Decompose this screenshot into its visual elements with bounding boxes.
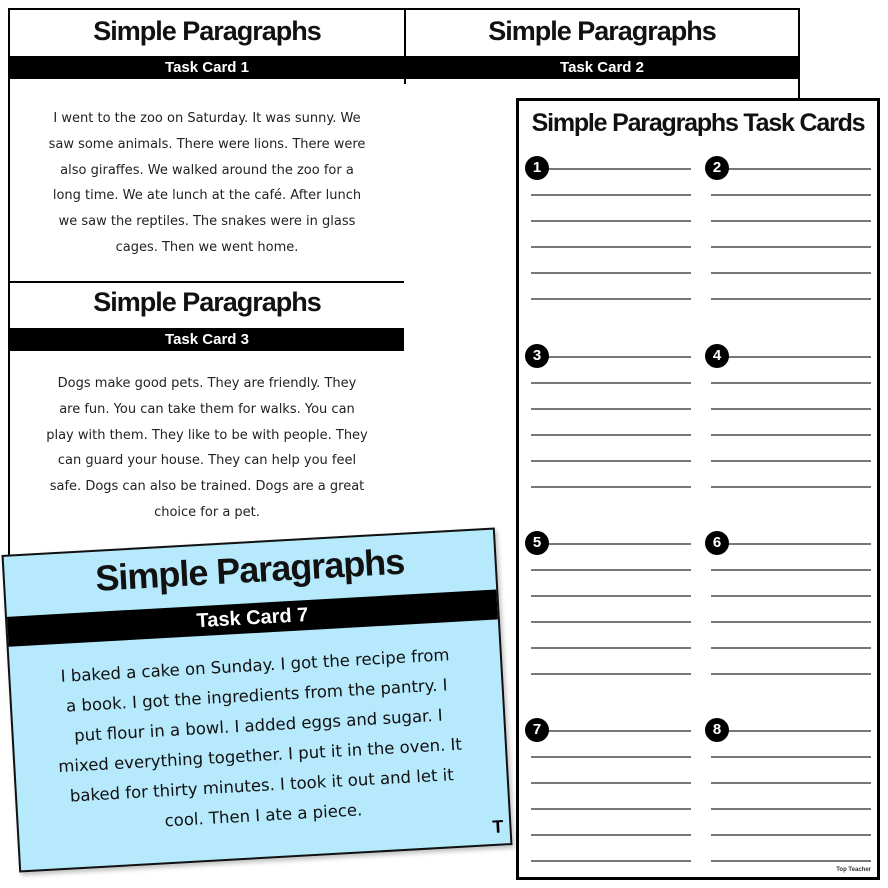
answer-line[interactable] xyxy=(711,408,871,410)
answer-line[interactable] xyxy=(531,272,691,274)
answer-line[interactable] xyxy=(711,782,871,784)
number-badge: 3 xyxy=(525,344,549,368)
text-line: a book. I got the ingredients from the pantry. I xyxy=(65,675,448,716)
card-label: Task Card 1 xyxy=(10,56,404,79)
answer-line[interactable] xyxy=(531,356,691,358)
answer-line[interactable] xyxy=(531,168,691,170)
answer-line[interactable] xyxy=(711,834,871,836)
answer-line[interactable] xyxy=(531,569,691,571)
card-title: Simple Paragraphs xyxy=(488,16,716,46)
text-line: choice for a pet. xyxy=(154,504,260,520)
answer-line[interactable] xyxy=(531,486,691,488)
text-line: put flour in a bowl. I added eggs and sugar. I xyxy=(73,705,444,746)
answer-line[interactable] xyxy=(711,272,871,274)
answer-line[interactable] xyxy=(711,168,871,170)
logo-icon: T xyxy=(491,816,505,838)
answer-line[interactable] xyxy=(711,647,871,649)
text-line: I baked a cake on Sunday. I got the recipe from xyxy=(60,645,450,686)
text-line: cages. Then we went home. xyxy=(115,239,299,255)
number-badge: 6 xyxy=(705,531,729,555)
text-line: play with them. They like to be with people. They xyxy=(46,427,368,443)
answer-line[interactable] xyxy=(531,382,691,384)
answer-line[interactable] xyxy=(711,543,871,545)
card-label: Task Card 7 xyxy=(7,589,498,646)
text-line: mixed everything together. I put it in the oven. It xyxy=(57,734,463,777)
answer-line[interactable] xyxy=(531,543,691,545)
answer-line[interactable] xyxy=(531,860,691,862)
answer-sheet-title: Simple Paragraphs Task Cards xyxy=(531,109,865,137)
answer-line[interactable] xyxy=(711,382,871,384)
card-title: Simple Paragraphs xyxy=(93,287,321,317)
text-line: Dogs make good pets. They are friendly. They xyxy=(57,376,357,391)
answer-line[interactable] xyxy=(531,408,691,410)
text-line: can guard your house. They can help you feel xyxy=(57,453,357,469)
card-title: Simple Paragraphs xyxy=(94,540,406,599)
answer-line[interactable] xyxy=(531,808,691,810)
number-badge: 5 xyxy=(525,531,549,555)
text-line: saw some animals. There were lions. There were xyxy=(48,136,366,152)
answer-line[interactable] xyxy=(711,621,871,623)
answer-line[interactable] xyxy=(531,595,691,597)
card-label: Task Card 2 xyxy=(406,56,798,79)
text-line: we saw the reptiles. The snakes were in glass xyxy=(58,214,356,230)
answer-line[interactable] xyxy=(531,220,691,222)
number-badge: 4 xyxy=(705,344,729,368)
brand-label: Top Teacher xyxy=(836,867,871,873)
answer-line[interactable] xyxy=(711,730,871,732)
text-line: baked for thirty minutes. I took it out and let it xyxy=(69,765,455,806)
card-text xyxy=(10,637,509,844)
answer-line[interactable] xyxy=(531,194,691,196)
text-line: cool. Then I ate a piece. xyxy=(164,800,363,831)
text-line: long time. We ate lunch at the café. After lunch xyxy=(52,188,362,204)
number-badge: 2 xyxy=(705,156,729,180)
card-label: Task Card 3 xyxy=(10,328,404,351)
answer-line[interactable] xyxy=(711,860,871,862)
answer-line[interactable] xyxy=(711,808,871,810)
text-line: safe. Dogs can also be trained. Dogs are a great xyxy=(49,479,365,495)
answer-line[interactable] xyxy=(711,434,871,436)
task-card-3 xyxy=(10,283,404,553)
answer-line[interactable] xyxy=(711,673,871,675)
card-text xyxy=(10,371,404,526)
task-card-1 xyxy=(10,10,404,282)
task-card-7 xyxy=(2,527,513,872)
answer-sheet xyxy=(516,98,880,880)
text-line: also giraffes. We walked around the zoo for a xyxy=(60,162,354,178)
card-text xyxy=(10,106,404,261)
card-title: Simple Paragraphs xyxy=(93,16,321,46)
answer-line[interactable] xyxy=(711,356,871,358)
answer-line[interactable] xyxy=(531,298,691,300)
answer-line[interactable] xyxy=(711,194,871,196)
answer-line[interactable] xyxy=(711,220,871,222)
answer-line[interactable] xyxy=(531,756,691,758)
answer-line[interactable] xyxy=(531,730,691,732)
answer-line[interactable] xyxy=(711,756,871,758)
answer-line[interactable] xyxy=(531,434,691,436)
answer-line[interactable] xyxy=(711,486,871,488)
answer-line[interactable] xyxy=(531,834,691,836)
number-badge: 7 xyxy=(525,718,549,742)
answer-line[interactable] xyxy=(531,246,691,248)
answer-line[interactable] xyxy=(711,298,871,300)
answer-line[interactable] xyxy=(711,246,871,248)
text-line: are fun. You can take them for walks. You can xyxy=(59,401,355,417)
answer-line[interactable] xyxy=(711,595,871,597)
text-line: I went to the zoo on Saturday. It was sunny. We xyxy=(53,111,361,126)
answer-line[interactable] xyxy=(531,621,691,623)
answer-line[interactable] xyxy=(711,460,871,462)
answer-line[interactable] xyxy=(531,673,691,675)
number-badge: 8 xyxy=(705,718,729,742)
answer-line[interactable] xyxy=(711,569,871,571)
number-badge: 1 xyxy=(525,156,549,180)
answer-line[interactable] xyxy=(531,782,691,784)
answer-line[interactable] xyxy=(531,460,691,462)
answer-line[interactable] xyxy=(531,647,691,649)
